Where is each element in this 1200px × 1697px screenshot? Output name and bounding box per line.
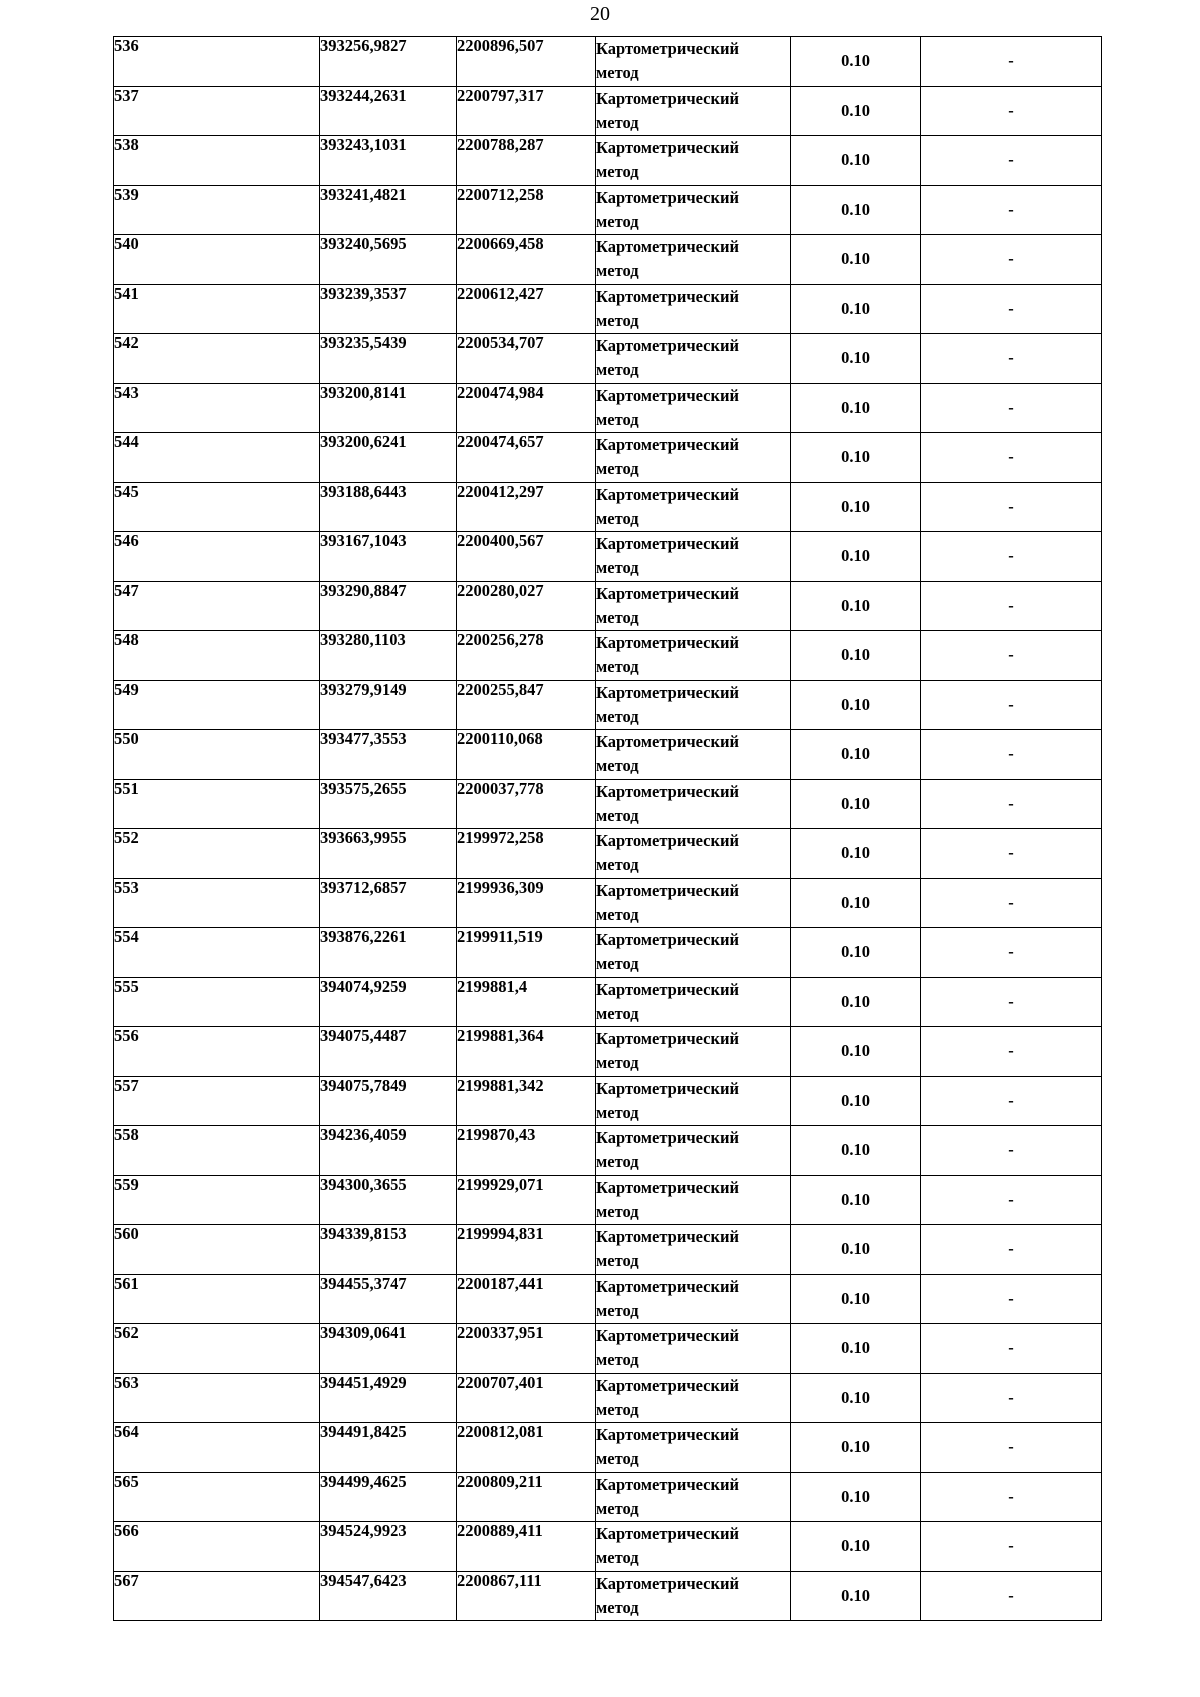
table-row <box>114 1373 1102 1423</box>
note-cell: - <box>921 928 1102 978</box>
method-cell <box>596 631 791 681</box>
table-row <box>114 185 1102 235</box>
accuracy-cell: 0.10 <box>791 928 921 978</box>
table-row <box>114 136 1102 186</box>
point-number-cell: 567 <box>114 1571 320 1621</box>
x-coordinate-cell: 393256,9827 <box>320 37 457 87</box>
method-label-line1: Картометрический <box>596 1425 740 1444</box>
note-cell: - <box>921 185 1102 235</box>
note-cell: - <box>921 1324 1102 1374</box>
point-number-cell: 539 <box>114 185 320 235</box>
x-coordinate-cell: 393663,9955 <box>320 829 457 879</box>
table-row <box>114 235 1102 285</box>
method-label-line2: метод <box>596 360 639 379</box>
point-number-cell: 545 <box>114 482 320 532</box>
x-coordinate-cell: 394455,3747 <box>320 1274 457 1324</box>
method-label-line2: метод <box>596 310 639 330</box>
coordinates-table <box>113 36 1102 1621</box>
table-row <box>114 581 1102 631</box>
method-cell <box>596 928 791 978</box>
point-number-cell: 541 <box>114 284 320 334</box>
method-cell <box>596 1027 791 1077</box>
method-label-line1: Картометрический <box>596 187 740 207</box>
note-cell: - <box>921 284 1102 334</box>
method-label-line2: метод <box>596 211 639 231</box>
method-cell <box>596 1324 791 1374</box>
method-label-line2: метод <box>596 1350 639 1369</box>
x-coordinate-cell: 393243,1031 <box>320 136 457 186</box>
table-body <box>114 37 1102 1621</box>
x-coordinate-cell: 394075,7849 <box>320 1076 457 1126</box>
x-coordinate-cell: 393477,3553 <box>320 730 457 780</box>
table-row <box>114 928 1102 978</box>
point-number-cell: 546 <box>114 532 320 582</box>
x-coordinate-cell: 394075,4487 <box>320 1027 457 1077</box>
point-number-cell: 558 <box>114 1126 320 1176</box>
method-label-line2: метод <box>596 855 639 874</box>
page-number: 20 <box>590 3 610 25</box>
method-label-line1: Картометрический <box>596 880 740 900</box>
method-label-line1: Картометрический <box>596 1177 740 1197</box>
table-row <box>114 1274 1102 1324</box>
point-number-cell: 543 <box>114 383 320 433</box>
table-row <box>114 1423 1102 1473</box>
point-number-cell: 555 <box>114 977 320 1027</box>
accuracy-cell: 0.10 <box>791 1423 921 1473</box>
x-coordinate-cell: 393244,2631 <box>320 86 457 136</box>
table-row <box>114 1522 1102 1572</box>
method-cell <box>596 730 791 780</box>
y-coordinate-cell: 2200337,951 <box>457 1324 596 1374</box>
note-cell: - <box>921 1126 1102 1176</box>
x-coordinate-cell: 394451,4929 <box>320 1373 457 1423</box>
method-cell <box>596 1373 791 1423</box>
y-coordinate-cell: 2200110,068 <box>457 730 596 780</box>
accuracy-cell: 0.10 <box>791 1175 921 1225</box>
point-number-cell: 549 <box>114 680 320 730</box>
accuracy-cell: 0.10 <box>791 1373 921 1423</box>
point-number-cell: 550 <box>114 730 320 780</box>
method-label-line1: Картометрический <box>596 979 740 999</box>
table-row <box>114 1225 1102 1275</box>
method-cell <box>596 878 791 928</box>
x-coordinate-cell: 393200,8141 <box>320 383 457 433</box>
accuracy-cell: 0.10 <box>791 829 921 879</box>
accuracy-cell: 0.10 <box>791 977 921 1027</box>
method-label-line1: Картометрический <box>596 385 740 405</box>
x-coordinate-cell: 393712,6857 <box>320 878 457 928</box>
table-row <box>114 482 1102 532</box>
point-number-cell: 540 <box>114 235 320 285</box>
y-coordinate-cell: 2199911,519 <box>457 928 596 978</box>
y-coordinate-cell: 2200412,297 <box>457 482 596 532</box>
x-coordinate-cell: 393279,9149 <box>320 680 457 730</box>
method-label-line2: метод <box>596 706 639 726</box>
method-label-line1: Картометрический <box>596 1029 740 1048</box>
point-number-cell: 566 <box>114 1522 320 1572</box>
method-cell <box>596 334 791 384</box>
x-coordinate-cell: 394339,8153 <box>320 1225 457 1275</box>
point-number-cell: 544 <box>114 433 320 483</box>
table-row <box>114 1175 1102 1225</box>
y-coordinate-cell: 2200474,657 <box>457 433 596 483</box>
method-cell <box>596 235 791 285</box>
y-coordinate-cell: 2200812,081 <box>457 1423 596 1473</box>
accuracy-cell: 0.10 <box>791 37 921 87</box>
table-row <box>114 433 1102 483</box>
table-row <box>114 631 1102 681</box>
x-coordinate-cell: 394547,6423 <box>320 1571 457 1621</box>
method-cell <box>596 829 791 879</box>
note-cell: - <box>921 1373 1102 1423</box>
accuracy-cell: 0.10 <box>791 581 921 631</box>
method-label-line2: метод <box>596 1548 639 1567</box>
note-cell: - <box>921 136 1102 186</box>
note-cell: - <box>921 1571 1102 1621</box>
accuracy-cell: 0.10 <box>791 334 921 384</box>
method-label-line2: метод <box>596 261 639 280</box>
method-label-line2: метод <box>596 657 639 676</box>
accuracy-cell: 0.10 <box>791 532 921 582</box>
accuracy-cell: 0.10 <box>791 86 921 136</box>
y-coordinate-cell: 2199881,342 <box>457 1076 596 1126</box>
note-cell: - <box>921 1472 1102 1522</box>
note-cell: - <box>921 1027 1102 1077</box>
point-number-cell: 557 <box>114 1076 320 1126</box>
method-label-line2: метод <box>596 1300 639 1320</box>
accuracy-cell: 0.10 <box>791 235 921 285</box>
x-coordinate-cell: 393235,5439 <box>320 334 457 384</box>
y-coordinate-cell: 2200809,211 <box>457 1472 596 1522</box>
method-label-line2: метод <box>596 607 639 627</box>
method-cell <box>596 1225 791 1275</box>
accuracy-cell: 0.10 <box>791 185 921 235</box>
y-coordinate-cell: 2200037,778 <box>457 779 596 829</box>
accuracy-cell: 0.10 <box>791 1027 921 1077</box>
y-coordinate-cell: 2200256,278 <box>457 631 596 681</box>
note-cell: - <box>921 680 1102 730</box>
y-coordinate-cell: 2200797,317 <box>457 86 596 136</box>
method-label-line2: метод <box>596 805 639 825</box>
y-coordinate-cell: 2200187,441 <box>457 1274 596 1324</box>
x-coordinate-cell: 393280,1103 <box>320 631 457 681</box>
accuracy-cell: 0.10 <box>791 1522 921 1572</box>
method-label-line2: метод <box>596 1498 639 1518</box>
method-label-line1: Картометрический <box>596 930 740 949</box>
method-label-line1: Картометрический <box>596 682 740 702</box>
x-coordinate-cell: 394491,8425 <box>320 1423 457 1473</box>
method-label-line2: метод <box>596 112 639 132</box>
y-coordinate-cell: 2200788,287 <box>457 136 596 186</box>
method-label-line1: Картометрический <box>596 1573 740 1593</box>
x-coordinate-cell: 394074,9259 <box>320 977 457 1027</box>
point-number-cell: 554 <box>114 928 320 978</box>
method-label-line1: Картометрический <box>596 1474 740 1494</box>
method-label-line1: Картометрический <box>596 484 740 504</box>
note-cell: - <box>921 1175 1102 1225</box>
accuracy-cell: 0.10 <box>791 136 921 186</box>
table-row <box>114 1027 1102 1077</box>
note-cell: - <box>921 581 1102 631</box>
method-label-line2: метод <box>596 1201 639 1221</box>
method-cell <box>596 284 791 334</box>
x-coordinate-cell: 394499,4625 <box>320 1472 457 1522</box>
note-cell: - <box>921 1076 1102 1126</box>
x-coordinate-cell: 394524,9923 <box>320 1522 457 1572</box>
note-cell: - <box>921 235 1102 285</box>
y-coordinate-cell: 2200712,258 <box>457 185 596 235</box>
y-coordinate-cell: 2199929,071 <box>457 1175 596 1225</box>
method-label-line1: Картометрический <box>596 1326 740 1345</box>
method-cell <box>596 1522 791 1572</box>
method-label-line1: Картометрический <box>596 39 740 58</box>
method-label-line1: Картометрический <box>596 534 740 553</box>
point-number-cell: 561 <box>114 1274 320 1324</box>
accuracy-cell: 0.10 <box>791 383 921 433</box>
point-number-cell: 563 <box>114 1373 320 1423</box>
table-row <box>114 1126 1102 1176</box>
method-label-line2: метод <box>596 459 639 478</box>
method-label-line2: метод <box>596 1597 639 1617</box>
x-coordinate-cell: 393167,1043 <box>320 532 457 582</box>
note-cell: - <box>921 532 1102 582</box>
table-row <box>114 878 1102 928</box>
point-number-cell: 536 <box>114 37 320 87</box>
table-row <box>114 1571 1102 1621</box>
table-row <box>114 1324 1102 1374</box>
accuracy-cell: 0.10 <box>791 1571 921 1621</box>
x-coordinate-cell: 394309,0641 <box>320 1324 457 1374</box>
point-number-cell: 552 <box>114 829 320 879</box>
x-coordinate-cell: 393575,2655 <box>320 779 457 829</box>
point-number-cell: 542 <box>114 334 320 384</box>
method-label-line1: Картометрический <box>596 336 740 355</box>
method-cell <box>596 86 791 136</box>
table-row <box>114 829 1102 879</box>
accuracy-cell: 0.10 <box>791 1472 921 1522</box>
table-row <box>114 383 1102 433</box>
method-label-line1: Картометрический <box>596 781 740 801</box>
y-coordinate-cell: 2199881,364 <box>457 1027 596 1077</box>
table-row <box>114 86 1102 136</box>
table-row <box>114 334 1102 384</box>
y-coordinate-cell: 2200534,707 <box>457 334 596 384</box>
note-cell: - <box>921 1225 1102 1275</box>
x-coordinate-cell: 393876,2261 <box>320 928 457 978</box>
method-label-line2: метод <box>596 1449 639 1468</box>
method-label-line1: Картометрический <box>596 1524 740 1543</box>
method-cell <box>596 779 791 829</box>
method-cell <box>596 433 791 483</box>
method-label-line2: метод <box>596 409 639 429</box>
y-coordinate-cell: 2200400,567 <box>457 532 596 582</box>
method-cell <box>596 185 791 235</box>
accuracy-cell: 0.10 <box>791 730 921 780</box>
method-cell <box>596 1274 791 1324</box>
method-cell <box>596 977 791 1027</box>
note-cell: - <box>921 433 1102 483</box>
method-cell <box>596 1423 791 1473</box>
method-cell <box>596 37 791 87</box>
table-row <box>114 1472 1102 1522</box>
table-row <box>114 680 1102 730</box>
table-row <box>114 37 1102 87</box>
x-coordinate-cell: 393290,8847 <box>320 581 457 631</box>
method-label-line2: метод <box>596 508 639 528</box>
method-cell <box>596 1472 791 1522</box>
y-coordinate-cell: 2199870,43 <box>457 1126 596 1176</box>
note-cell: - <box>921 86 1102 136</box>
method-label-line1: Картометрический <box>596 732 740 751</box>
accuracy-cell: 0.10 <box>791 1225 921 1275</box>
method-label-line1: Картометрический <box>596 138 740 157</box>
method-cell <box>596 383 791 433</box>
y-coordinate-cell: 2200280,027 <box>457 581 596 631</box>
method-label-line2: метод <box>596 1251 639 1270</box>
note-cell: - <box>921 878 1102 928</box>
point-number-cell: 562 <box>114 1324 320 1374</box>
method-label-line2: метод <box>596 1152 639 1171</box>
y-coordinate-cell: 2200889,411 <box>457 1522 596 1572</box>
method-cell <box>596 136 791 186</box>
note-cell: - <box>921 779 1102 829</box>
accuracy-cell: 0.10 <box>791 680 921 730</box>
method-label-line1: Картометрический <box>596 286 740 306</box>
method-label-line2: метод <box>596 1003 639 1023</box>
method-label-line2: метод <box>596 162 639 181</box>
y-coordinate-cell: 2200896,507 <box>457 37 596 87</box>
accuracy-cell: 0.10 <box>791 1126 921 1176</box>
method-cell <box>596 532 791 582</box>
point-number-cell: 537 <box>114 86 320 136</box>
method-label-line1: Картометрический <box>596 435 740 454</box>
method-cell <box>596 1571 791 1621</box>
method-cell <box>596 1076 791 1126</box>
table-row <box>114 730 1102 780</box>
x-coordinate-cell: 393240,5695 <box>320 235 457 285</box>
method-cell <box>596 482 791 532</box>
table-row <box>114 1076 1102 1126</box>
y-coordinate-cell: 2199881,4 <box>457 977 596 1027</box>
note-cell: - <box>921 1522 1102 1572</box>
method-label-line1: Картометрический <box>596 1227 740 1246</box>
method-label-line2: метод <box>596 756 639 775</box>
point-number-cell: 551 <box>114 779 320 829</box>
note-cell: - <box>921 730 1102 780</box>
note-cell: - <box>921 977 1102 1027</box>
point-number-cell: 560 <box>114 1225 320 1275</box>
note-cell: - <box>921 1274 1102 1324</box>
y-coordinate-cell: 2200669,458 <box>457 235 596 285</box>
note-cell: - <box>921 631 1102 681</box>
method-label-line2: метод <box>596 904 639 924</box>
x-coordinate-cell: 394236,4059 <box>320 1126 457 1176</box>
accuracy-cell: 0.10 <box>791 482 921 532</box>
method-cell <box>596 581 791 631</box>
y-coordinate-cell: 2200612,427 <box>457 284 596 334</box>
method-label-line2: метод <box>596 558 639 577</box>
point-number-cell: 564 <box>114 1423 320 1473</box>
y-coordinate-cell: 2200707,401 <box>457 1373 596 1423</box>
method-cell <box>596 1126 791 1176</box>
accuracy-cell: 0.10 <box>791 1274 921 1324</box>
note-cell: - <box>921 334 1102 384</box>
method-label-line1: Картометрический <box>596 1128 740 1147</box>
y-coordinate-cell: 2199994,831 <box>457 1225 596 1275</box>
table-row <box>114 779 1102 829</box>
accuracy-cell: 0.10 <box>791 1076 921 1126</box>
note-cell: - <box>921 482 1102 532</box>
point-number-cell: 547 <box>114 581 320 631</box>
note-cell: - <box>921 1423 1102 1473</box>
y-coordinate-cell: 2199972,258 <box>457 829 596 879</box>
method-label-line2: метод <box>596 1399 639 1419</box>
method-label-line1: Картометрический <box>596 583 740 603</box>
method-label-line1: Картометрический <box>596 1375 740 1395</box>
method-label-line2: метод <box>596 954 639 973</box>
point-number-cell: 559 <box>114 1175 320 1225</box>
method-cell <box>596 680 791 730</box>
note-cell: - <box>921 383 1102 433</box>
method-label-line1: Картометрический <box>596 1078 740 1098</box>
method-label-line1: Картометрический <box>596 237 740 256</box>
x-coordinate-cell: 394300,3655 <box>320 1175 457 1225</box>
table-row <box>114 977 1102 1027</box>
accuracy-cell: 0.10 <box>791 1324 921 1374</box>
y-coordinate-cell: 2200867,111 <box>457 1571 596 1621</box>
accuracy-cell: 0.10 <box>791 284 921 334</box>
y-coordinate-cell: 2200255,847 <box>457 680 596 730</box>
method-label-line2: метод <box>596 1053 639 1072</box>
method-cell <box>596 1175 791 1225</box>
accuracy-cell: 0.10 <box>791 631 921 681</box>
method-label-line1: Картометрический <box>596 1276 740 1296</box>
note-cell: - <box>921 37 1102 87</box>
x-coordinate-cell: 393200,6241 <box>320 433 457 483</box>
table-row <box>114 284 1102 334</box>
method-label-line1: Картометрический <box>596 633 740 652</box>
x-coordinate-cell: 393239,3537 <box>320 284 457 334</box>
point-number-cell: 548 <box>114 631 320 681</box>
accuracy-cell: 0.10 <box>791 433 921 483</box>
y-coordinate-cell: 2200474,984 <box>457 383 596 433</box>
point-number-cell: 553 <box>114 878 320 928</box>
x-coordinate-cell: 393188,6443 <box>320 482 457 532</box>
accuracy-cell: 0.10 <box>791 878 921 928</box>
x-coordinate-cell: 393241,4821 <box>320 185 457 235</box>
method-label-line2: метод <box>596 1102 639 1122</box>
method-label-line1: Картометрический <box>596 831 740 850</box>
method-label-line1: Картометрический <box>596 88 740 108</box>
table-row <box>114 532 1102 582</box>
point-number-cell: 556 <box>114 1027 320 1077</box>
note-cell: - <box>921 829 1102 879</box>
y-coordinate-cell: 2199936,309 <box>457 878 596 928</box>
accuracy-cell: 0.10 <box>791 779 921 829</box>
point-number-cell: 565 <box>114 1472 320 1522</box>
method-label-line2: метод <box>596 63 639 82</box>
point-number-cell: 538 <box>114 136 320 186</box>
